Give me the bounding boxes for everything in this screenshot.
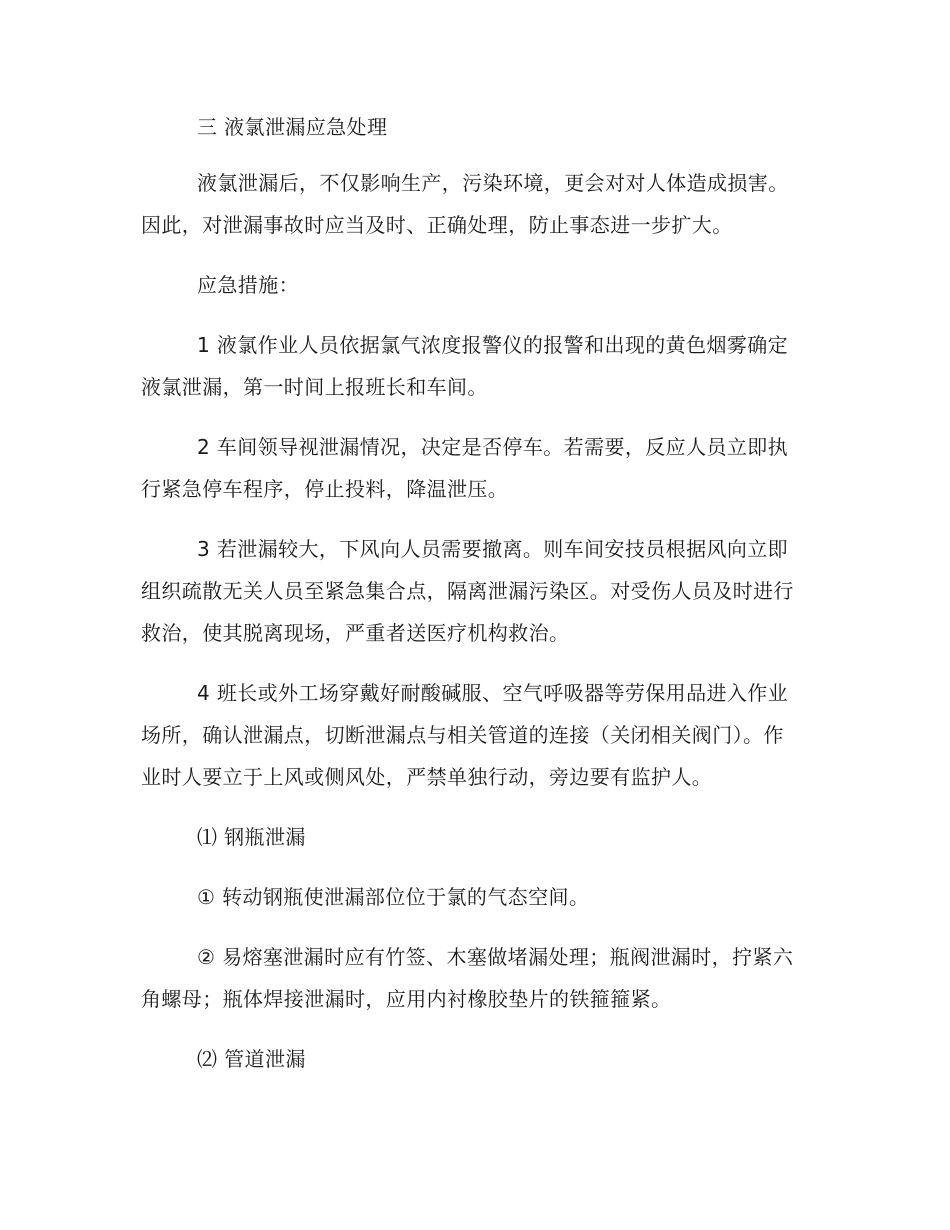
measure-item-4: 4 班长或外工场穿戴好耐酸碱服、空气呼吸器等劳保用品进入作业场所，确认泄漏点，切断泄漏点与相关管道的连接（关闭相关阀门）。作业时人要立于上风或侧风处，严禁单独行动，旁边要有监护人。 [141, 681, 789, 789]
section-heading: 三 液氯泄漏应急处理 [197, 115, 388, 139]
cylinder-step-2: ② 易熔塞泄漏时应有竹签、木塞做堵漏处理；瓶阀泄漏时，拧紧六角螺母；瓶体焊接泄漏时，应用内衬橡胶垫片的铁箍箍紧。 [141, 945, 794, 1011]
measure-item-1: 1 液氯作业人员依据氯气浓度报警仪的报警和出现的黄色烟雾确定液氯泄漏，第一时间上报班长和车间。 [141, 333, 789, 399]
subheading-pipe-leak: ⑵ 管道泄漏 [197, 1047, 306, 1071]
measures-heading: 应急措施： [197, 273, 299, 297]
measure-item-3: 3 若泄漏较大，下风向人员需要撤离。则车间安技员根据风向立即组织疏散无关人员至紧急集合点，隔离泄漏污染区。对受伤人员及时进行救治，使其脱离现场，严重者送医疗机构救治。 [141, 537, 794, 645]
intro-paragraph: 液氯泄漏后，不仅影响生产，污染环境，更会对对人体造成损害。因此，对泄漏事故时应当及时、正确处理，防止事态进一步扩大。 [141, 171, 789, 237]
document-body [141, 106, 801, 1080]
cylinder-step-1: ① 转动钢瓶使泄漏部位位于氯的气态空间。 [197, 885, 590, 909]
measure-item-2: 2 车间领导视泄漏情况，决定是否停车。若需要，反应人员立即执行紧急停车程序，停止投料，降温泄压。 [141, 435, 789, 501]
subheading-cylinder-leak: ⑴ 钢瓶泄漏 [197, 825, 306, 849]
